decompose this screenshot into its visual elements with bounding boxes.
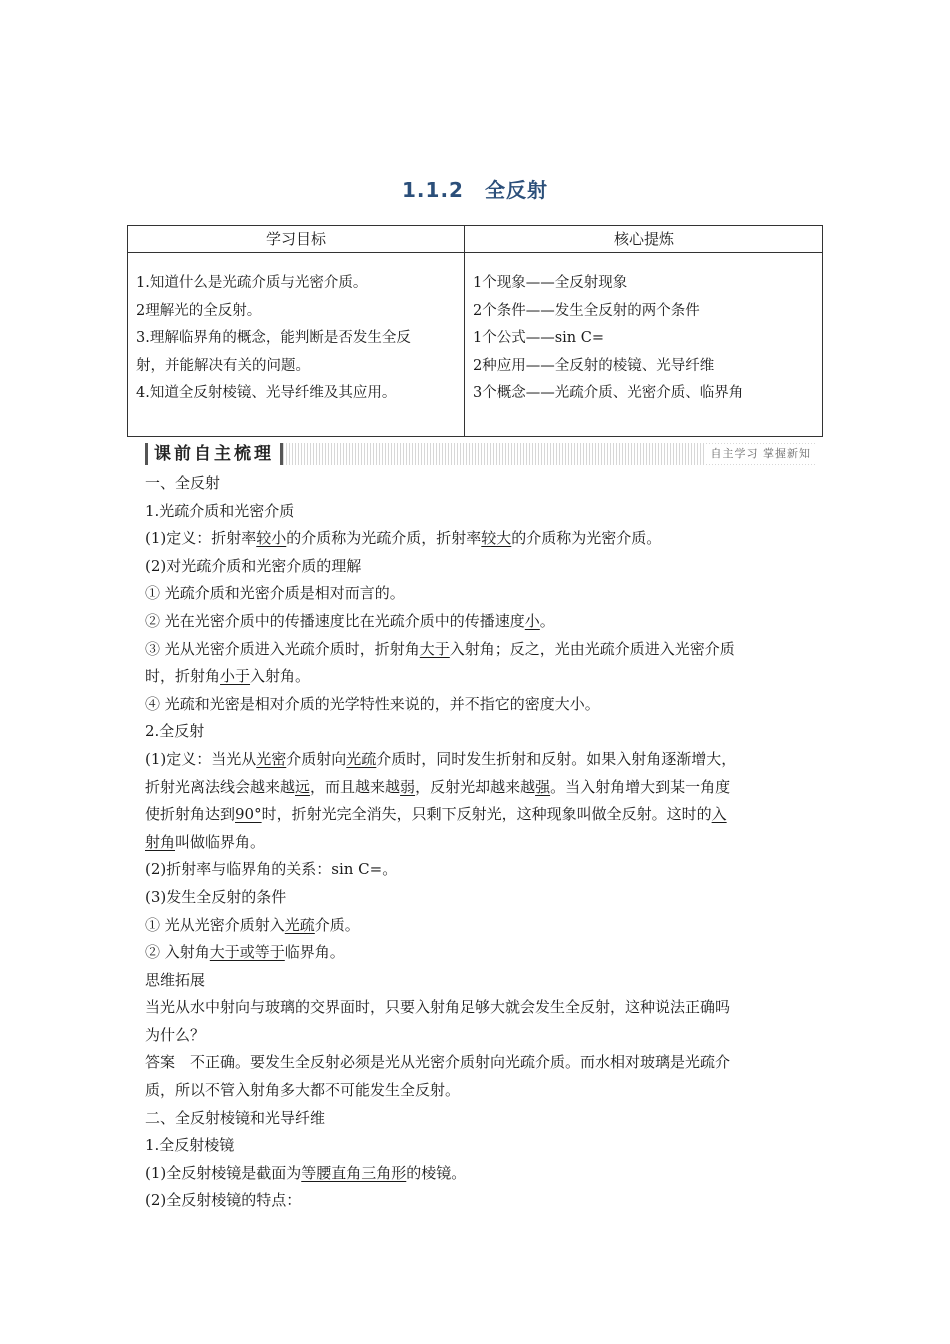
answer-blank: 等腰直角三角形 [301, 1163, 407, 1182]
table-divider-vertical [464, 226, 465, 436]
answer-blank: 较大 [481, 529, 512, 548]
banner-subtitle: 自主学习 掌握新知 [705, 444, 818, 464]
text-span: 时，折射角 [145, 667, 221, 686]
core-item: 2个条件——发生全反射的两个条件 [473, 302, 700, 319]
text-span: 的介质称为光疏介质，折射率 [286, 529, 482, 548]
paragraph: (2)全反射棱镜的特点： [145, 1191, 302, 1210]
answer-blank: 较小 [256, 529, 287, 548]
core-item: 1个现象——全反射现象 [473, 275, 628, 291]
subsection-heading: 1.全反射棱镜 [145, 1136, 235, 1155]
question-text: 为什么？ [145, 1025, 206, 1044]
definition-paragraph [145, 801, 817, 829]
text-span: 介质射向 [286, 749, 347, 768]
text-span: ② 入射角 [145, 943, 210, 962]
text-span: 临界角。 [284, 943, 345, 962]
text-span: 使折射角达到 [145, 805, 236, 824]
definition-paragraph [145, 829, 817, 857]
section-banner [145, 443, 817, 465]
goal-item: 2理解光的全反射。 [136, 302, 262, 319]
text-span: 折射光离法线会越来越 [145, 777, 296, 796]
text-span: ② 光在光密介质中的传播速度比在光疏介质中的传播速度 [145, 611, 525, 630]
answer-blank: 小 [524, 611, 540, 630]
answer-blank: 远 [295, 777, 311, 796]
section-heading: 二、全反射棱镜和光导纤维 [145, 1108, 326, 1127]
paragraph [145, 1160, 817, 1188]
answer-blank: 大于 [419, 639, 450, 658]
answer-blank: 强 [535, 777, 551, 796]
answer-blank: 弱 [400, 777, 416, 796]
text-span: 叫做临界角。 [175, 832, 266, 851]
answer-blank: 光密 [256, 749, 287, 768]
objectives-table [127, 225, 823, 437]
text-span: 的棱镜。 [406, 1163, 467, 1182]
main-content [145, 470, 817, 1215]
answer-blank: 光疏 [284, 915, 315, 934]
definition-paragraph [145, 774, 817, 802]
answer-blank: 大于或等于 [209, 943, 285, 962]
text-span: 时，折射光完全消失，只剩下反射光，这种现象叫做全反射。这时的 [261, 805, 712, 824]
table-header-goals: 学习目标 [265, 230, 326, 248]
text-span: (1)定义：当光从 [145, 749, 257, 768]
answer-blank: 射角 [145, 832, 176, 851]
text-span: 。 [539, 611, 555, 630]
core-item: 3个概念——光疏介质、光密介质、临界角 [473, 385, 744, 401]
text-span: 入射角；反之，光由光疏介质进入光密介质 [449, 639, 735, 658]
text-span: 介质。 [314, 915, 360, 934]
answer-blank: 90° [235, 805, 262, 824]
text-span: ，而且越来越 [310, 777, 401, 796]
paragraph: (2)对光疏介质和光密介质的理解 [145, 556, 362, 575]
answer-blank: 小于 [220, 667, 251, 686]
banner-title: 课前自主梳理 [145, 443, 283, 465]
answer-text: 答案 不正确。要发生全反射必须是光从光密介质射向光疏介质。而水相对玻璃是光疏介 [145, 1053, 731, 1072]
list-item [145, 912, 817, 940]
text-span: 。当入射角增大到某一角度 [550, 777, 731, 796]
answer-text: 质，所以不管入射角多大都不可能发生全反射。 [145, 1081, 461, 1100]
goal-item: 4.知道全反射棱镜、光导纤维及其应用。 [136, 385, 397, 401]
definition-paragraph [145, 525, 817, 553]
answer-blank: 光疏 [346, 749, 377, 768]
subsection-heading: 2.全反射 [145, 722, 205, 741]
paragraph: (2)折射率与临界角的关系：sin C=。 [145, 860, 398, 879]
list-item-continued [145, 663, 817, 691]
subsection-heading: 1.光疏介质和光密介质 [145, 501, 295, 520]
list-item [145, 636, 817, 664]
text-span: 的介质称为光密介质。 [511, 529, 662, 548]
text-span: ① 光从光密介质射入 [145, 915, 285, 934]
text-span: (1)全反射棱镜是截面为 [145, 1163, 302, 1182]
paragraph: (3)发生全反射的条件 [145, 887, 287, 906]
page-title: 1.1.2 全反射 [402, 178, 548, 202]
goal-item: 射，并能解决有关的问题。 [136, 357, 310, 374]
text-span: 入射角。 [250, 667, 311, 686]
text-span: 介质时，同时发生折射和反射。如果入射角逐渐增大， [376, 749, 737, 768]
list-item [145, 939, 817, 967]
list-item [145, 608, 817, 636]
definition-paragraph [145, 746, 817, 774]
list-item: ④ 光疏和光密是相对介质的光学特性来说的，并不指它的密度大小。 [145, 694, 600, 713]
question-text: 当光从水中射向与玻璃的交界面时，只要入射角足够大就会发生全反射，这种说法正确吗 [145, 998, 731, 1017]
table-header-core: 核心提炼 [613, 230, 674, 248]
core-item: 1个公式——sin C= [473, 330, 604, 346]
text-span: (1)定义：折射率 [145, 529, 257, 548]
answer-blank: 入 [711, 805, 727, 824]
table-divider-horizontal [128, 252, 822, 253]
goals-list [136, 270, 458, 408]
core-list [473, 270, 813, 408]
section-heading: 一、全反射 [145, 474, 221, 492]
list-item: ① 光疏介质和光密介质是相对而言的。 [145, 584, 405, 603]
text-span: ，反射光却越来越 [415, 777, 536, 796]
core-item: 2种应用——全反射的棱镜、光导纤维 [473, 357, 715, 374]
text-span: ③ 光从光密介质进入光疏介质时，折射角 [145, 639, 420, 658]
goal-item: 1.知道什么是光疏介质与光密介质。 [136, 275, 368, 291]
thinking-heading: 思维拓展 [145, 970, 206, 989]
goal-item: 3.理解临界角的概念，能判断是否发生全反 [136, 330, 411, 346]
